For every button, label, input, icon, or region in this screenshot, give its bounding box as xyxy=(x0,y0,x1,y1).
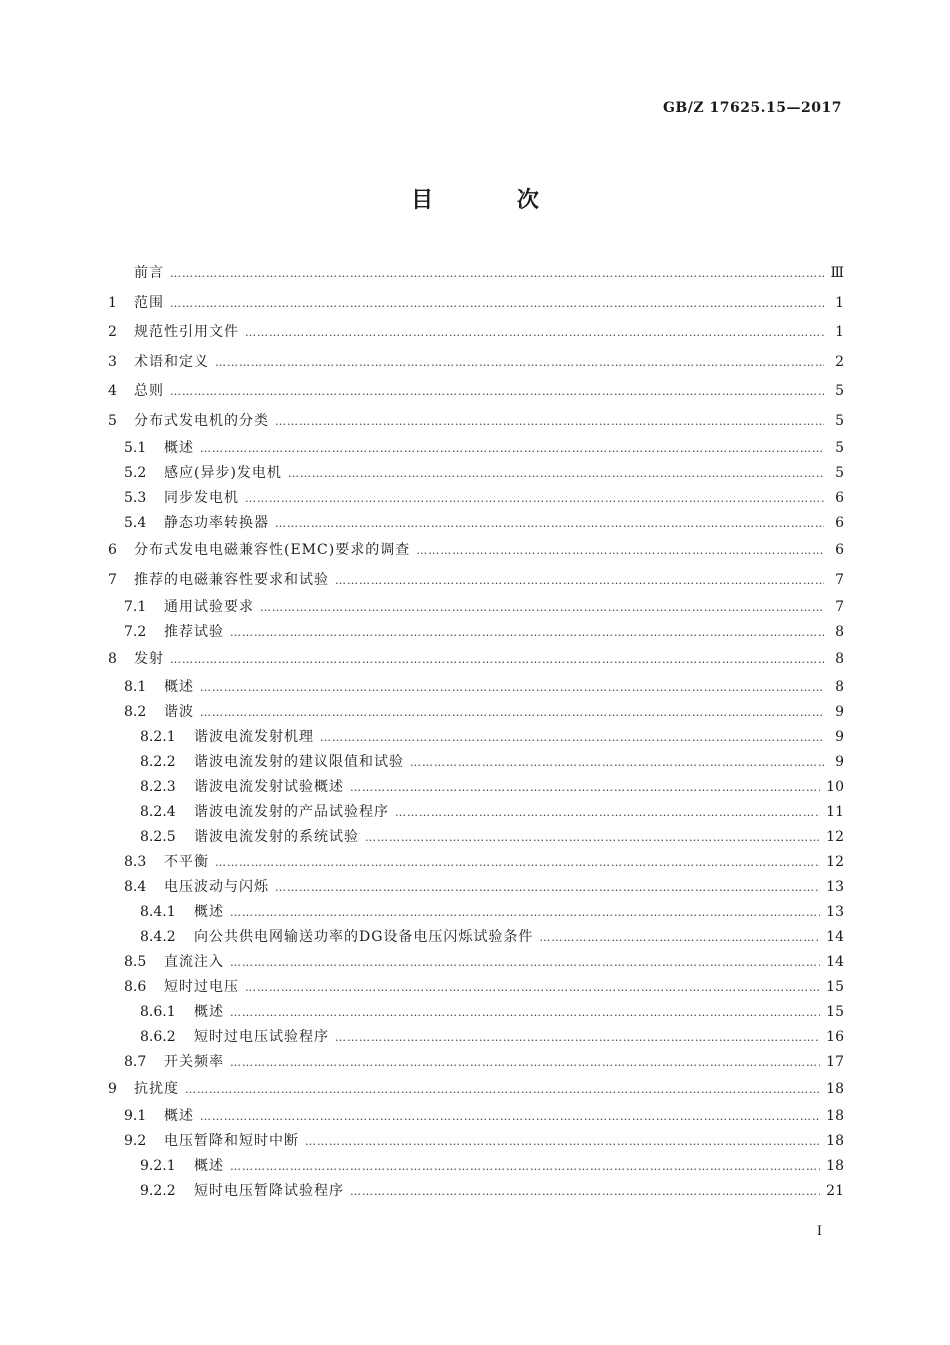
toc-entry-label: 术语和定义 xyxy=(134,353,209,370)
toc-entry[interactable] xyxy=(108,511,844,536)
toc-entry-page: 14 xyxy=(826,953,844,970)
toc-entry[interactable] xyxy=(108,825,844,850)
toc-entry-number: 4 xyxy=(108,383,117,399)
leader-dots xyxy=(539,925,820,950)
toc-entry-number: 8.3 xyxy=(124,853,147,870)
toc-entry-label: 规范性引用文件 xyxy=(134,324,239,340)
toc-entry-page: 15 xyxy=(826,1003,844,1020)
toc-entry[interactable] xyxy=(108,775,844,800)
leader-dots xyxy=(275,511,824,536)
leader-dots xyxy=(245,318,824,348)
toc-entry-page: 15 xyxy=(826,978,844,995)
toc-entry-page: 9 xyxy=(835,728,844,745)
toc-entry-label: 范围 xyxy=(134,294,164,311)
toc-entry[interactable] xyxy=(108,750,844,775)
leader-dots xyxy=(350,775,820,800)
leader-dots xyxy=(350,1179,820,1204)
toc-entry[interactable] xyxy=(108,348,844,378)
toc-entry[interactable] xyxy=(108,461,844,486)
toc-entry-label: 谐波电流发射的产品试验程序 xyxy=(194,803,389,820)
toc-entry-page: 7 xyxy=(835,571,844,588)
toc-entry-number: 5 xyxy=(108,412,117,429)
leader-dots xyxy=(335,1025,820,1050)
leader-dots xyxy=(230,1050,820,1075)
toc-entry[interactable] xyxy=(108,1104,844,1129)
toc-entry-page: 16 xyxy=(826,1028,844,1045)
toc-entry-label: 谐波电流发射试验概述 xyxy=(194,778,344,795)
leader-dots xyxy=(305,1129,820,1154)
toc-entry-number: 9.2.2 xyxy=(140,1183,176,1199)
toc-entry-label: 概述 xyxy=(194,903,224,920)
toc-entry-label: 同步发电机 xyxy=(164,490,239,506)
toc-entry[interactable] xyxy=(108,975,844,1000)
toc-entry-label: 推荐的电磁兼容性要求和试验 xyxy=(134,571,329,588)
toc-entry[interactable] xyxy=(108,1129,844,1154)
toc-entry-number: 9 xyxy=(108,1080,117,1097)
toc-entry-label: 通用试验要求 xyxy=(164,599,254,615)
toc-entry-number: 8.4 xyxy=(124,878,147,895)
toc-entry-label: 前言 xyxy=(134,265,164,281)
toc-entry-page: 1 xyxy=(835,324,844,340)
page-title: 目 次 xyxy=(411,187,577,213)
toc-entry[interactable] xyxy=(108,1025,844,1050)
toc-entry-number: 8.4.2 xyxy=(140,928,176,945)
toc-entry[interactable] xyxy=(108,595,844,620)
toc-entry-label: 电压波动与闪烁 xyxy=(164,878,269,895)
leader-dots xyxy=(200,675,824,700)
toc-entry-number: 8.2.2 xyxy=(140,753,176,770)
toc-entry[interactable] xyxy=(108,875,844,900)
toc-entry-page: 6 xyxy=(835,490,844,506)
leader-dots xyxy=(200,1104,820,1129)
toc-entry-page: 6 xyxy=(835,542,844,558)
toc-entry-page: 5 xyxy=(835,383,844,399)
toc-entry-label: 直流注入 xyxy=(164,953,224,970)
leader-dots xyxy=(320,725,824,750)
toc-entry[interactable] xyxy=(108,700,844,725)
toc-entry-number: 5.4 xyxy=(124,515,147,531)
toc-entry-number: 5.1 xyxy=(124,440,147,456)
toc-entry[interactable] xyxy=(108,1050,844,1075)
toc-entry-number: 8.6 xyxy=(124,978,147,995)
toc-entry-page: 12 xyxy=(826,853,844,870)
leader-dots xyxy=(215,850,820,875)
toc-entry[interactable] xyxy=(108,318,844,348)
toc-entry-page: 18 xyxy=(826,1133,844,1149)
toc-entry-page: 5 xyxy=(835,412,844,429)
leader-dots xyxy=(230,1000,820,1025)
toc-entry-number: 8.6.2 xyxy=(140,1028,176,1045)
toc-entry-number: 9.1 xyxy=(124,1108,147,1124)
leader-dots xyxy=(410,750,824,775)
leader-dots xyxy=(245,486,824,511)
leader-dots xyxy=(230,1154,820,1179)
toc-entry-page: 6 xyxy=(835,515,844,531)
toc-entry-page: 13 xyxy=(826,878,844,895)
toc-entry[interactable] xyxy=(108,377,844,407)
toc-entry[interactable] xyxy=(108,486,844,511)
leader-dots xyxy=(185,1075,820,1105)
page-number: I xyxy=(816,1224,822,1239)
toc-entry-label: 概述 xyxy=(164,440,194,456)
toc-entry[interactable] xyxy=(108,1154,844,1179)
toc-entry[interactable] xyxy=(108,800,844,825)
toc-entry-page: 21 xyxy=(826,1183,844,1199)
leader-dots xyxy=(200,436,824,461)
toc-entry[interactable] xyxy=(108,407,844,437)
leader-dots xyxy=(275,407,824,437)
toc-entry-number: 8.5 xyxy=(124,953,147,970)
leader-dots xyxy=(260,595,824,620)
leader-dots xyxy=(416,536,824,566)
toc-entry-number: 8.2.3 xyxy=(140,778,176,795)
toc-entry-number: 8.2.4 xyxy=(140,803,176,820)
leader-dots xyxy=(170,645,824,675)
leader-dots xyxy=(170,377,824,407)
toc-entry[interactable] xyxy=(108,536,844,566)
toc-entry-number: 6 xyxy=(108,542,117,558)
toc-entry-page: 8 xyxy=(835,678,844,695)
toc-entry[interactable] xyxy=(108,850,844,875)
toc-entry-label: 电压暂降和短时中断 xyxy=(164,1133,299,1149)
toc-entry-number: 9.2.1 xyxy=(140,1158,176,1174)
toc-entry-label: 谐波电流发射的建议限值和试验 xyxy=(194,753,404,770)
toc-entry-label: 发射 xyxy=(134,651,164,667)
toc-entry-label: 概述 xyxy=(194,1003,224,1020)
toc-entry-label: 概述 xyxy=(194,1158,224,1174)
leader-dots xyxy=(215,348,824,378)
leader-dots xyxy=(288,461,824,486)
toc-entry-label: 分布式发电电磁兼容性(EMC)要求的调查 xyxy=(134,542,411,558)
toc-entry-number: 5.3 xyxy=(124,490,147,506)
toc-entry-label: 静态功率转换器 xyxy=(164,515,269,531)
toc-entry-page: 1 xyxy=(835,294,844,311)
toc-entry-number: 8.6.1 xyxy=(140,1003,176,1020)
toc-entry-page: 8 xyxy=(835,651,844,667)
toc-entry[interactable] xyxy=(108,259,844,289)
table-of-contents xyxy=(108,259,844,1204)
toc-entry[interactable] xyxy=(108,900,844,925)
toc-entry-number: 8.7 xyxy=(124,1053,147,1070)
toc-entry[interactable] xyxy=(108,1000,844,1025)
toc-entry-label: 分布式发电机的分类 xyxy=(134,412,269,429)
toc-entry-label: 开关频率 xyxy=(164,1053,224,1070)
toc-entry-page: 13 xyxy=(826,903,844,920)
toc-entry-number: 7.1 xyxy=(124,599,147,615)
toc-entry[interactable] xyxy=(108,289,844,319)
toc-entry-label: 总则 xyxy=(134,383,164,399)
toc-entry[interactable] xyxy=(108,436,844,461)
toc-entry-label: 抗扰度 xyxy=(134,1080,179,1097)
toc-entry[interactable] xyxy=(108,566,844,596)
toc-entry-page: 8 xyxy=(835,624,844,640)
toc-entry-number: 8.4.1 xyxy=(140,903,176,920)
toc-entry-page: Ⅲ xyxy=(830,265,844,281)
toc-entry-label: 概述 xyxy=(164,1108,194,1124)
toc-entry-label: 推荐试验 xyxy=(164,624,224,640)
toc-entry-page: 17 xyxy=(826,1053,844,1070)
toc-entry-label: 概述 xyxy=(164,678,194,695)
leader-dots xyxy=(275,875,820,900)
leader-dots xyxy=(335,566,824,596)
toc-entry-page: 7 xyxy=(835,599,844,615)
toc-entry-page: 11 xyxy=(826,803,844,820)
toc-entry-page: 18 xyxy=(826,1108,844,1124)
toc-entry-label: 短时过电压试验程序 xyxy=(194,1028,329,1045)
toc-entry-number: 9.2 xyxy=(124,1133,147,1149)
toc-entry-number: 8.1 xyxy=(124,678,147,695)
toc-entry[interactable] xyxy=(108,675,844,700)
toc-entry[interactable] xyxy=(108,725,844,750)
leader-dots xyxy=(170,259,824,289)
toc-entry-page: 18 xyxy=(826,1080,844,1097)
toc-entry-number: 8.2 xyxy=(124,703,147,720)
toc-entry-label: 短时过电压 xyxy=(164,978,239,995)
leader-dots xyxy=(230,900,820,925)
toc-entry-number: 2 xyxy=(108,324,117,340)
toc-entry-page: 5 xyxy=(835,440,844,456)
toc-entry[interactable] xyxy=(108,1075,844,1105)
toc-entry[interactable] xyxy=(108,925,844,950)
toc-entry-number: 7.2 xyxy=(124,624,147,640)
leader-dots xyxy=(200,700,824,725)
toc-entry[interactable] xyxy=(108,950,844,975)
toc-entry-label: 短时电压暂降试验程序 xyxy=(194,1183,344,1199)
toc-entry-label: 谐波电流发射机理 xyxy=(194,728,314,745)
standard-code: GB/Z 17625.15—2017 xyxy=(662,100,842,116)
leader-dots xyxy=(230,950,820,975)
toc-entry-number: 8.2.5 xyxy=(140,828,176,845)
toc-entry-page: 9 xyxy=(835,753,844,770)
toc-entry-number: 1 xyxy=(108,294,117,311)
toc-entry[interactable] xyxy=(108,645,844,675)
leader-dots xyxy=(365,825,820,850)
toc-entry-label: 感应(异步)发电机 xyxy=(164,465,282,481)
leader-dots xyxy=(230,620,824,645)
leader-dots xyxy=(395,800,820,825)
toc-entry[interactable] xyxy=(108,1179,844,1204)
toc-entry-page: 14 xyxy=(826,928,844,945)
toc-entry-page: 12 xyxy=(826,828,844,845)
toc-entry-page: 2 xyxy=(835,353,844,370)
toc-entry-label: 谐波 xyxy=(164,703,194,720)
toc-entry[interactable] xyxy=(108,620,844,645)
toc-entry-label: 谐波电流发射的系统试验 xyxy=(194,828,359,845)
toc-entry-number: 8 xyxy=(108,651,117,667)
toc-entry-page: 9 xyxy=(835,703,844,720)
toc-entry-label: 向公共供电网输送功率的DG设备电压闪烁试验条件 xyxy=(194,928,534,945)
leader-dots xyxy=(245,975,820,1000)
toc-entry-number: 3 xyxy=(108,353,117,370)
toc-entry-number: 5.2 xyxy=(124,465,147,481)
toc-entry-number: 7 xyxy=(108,571,117,588)
toc-entry-page: 5 xyxy=(835,465,844,481)
toc-entry-number: 8.2.1 xyxy=(140,728,176,745)
toc-entry-page: 10 xyxy=(826,778,844,795)
leader-dots xyxy=(170,289,824,319)
toc-entry-page: 18 xyxy=(826,1158,844,1174)
toc-entry-label: 不平衡 xyxy=(164,853,209,870)
